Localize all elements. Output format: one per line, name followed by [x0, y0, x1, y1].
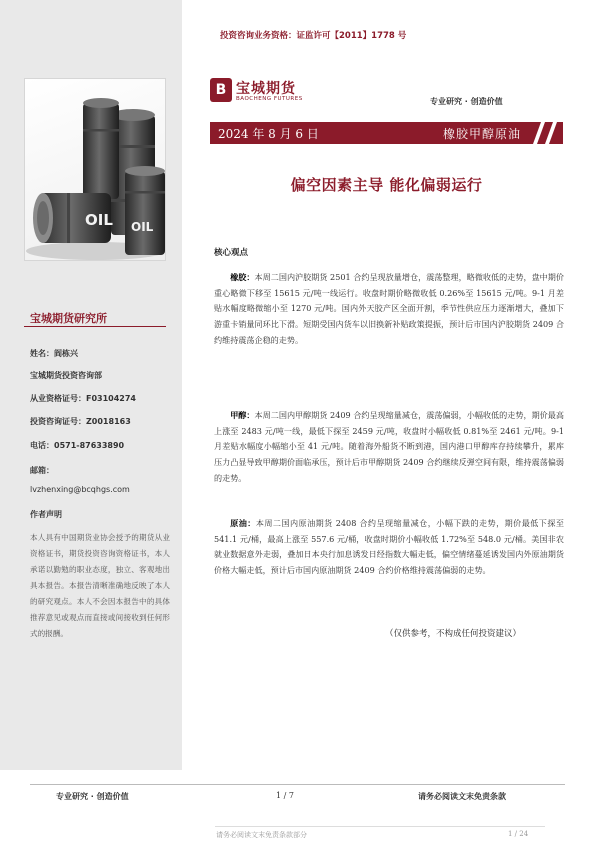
qualification-number: 从业资格证号：F03104274	[30, 394, 136, 403]
paragraph-text: 本周二国内甲醇期货 2409 合约呈现缩量减仓，震荡偏弱，小幅收低的走势，期价最高上涨至 2483 元/吨一线，最低下探至 2459 元/吨，收盘时小幅收低 0.81%至 2461 元/吨。9-1 月差贴水幅度小幅缩小至 41 元/吨。随着海外船货不断到港，国内港口甲醇库存持续攀升，累库压力凸显导致甲醇期价面临承压，预计后市甲醇期货 2409 合约继续反弹空间有限，维持震荡偏弱的走势。	[214, 410, 564, 483]
institute-name: 宝城期货研究所	[30, 312, 107, 325]
email-label: 邮箱：	[30, 466, 54, 475]
reference-note: （仅供参考，不构成任何投资建议）	[385, 629, 522, 639]
email-link[interactable]: lvzhenxing@bcqhgs.com	[30, 485, 130, 494]
paragraph-methanol	[214, 408, 564, 487]
paragraph-lead: 原油：	[230, 518, 256, 528]
logo-chinese: 宝城期货	[236, 81, 296, 97]
paragraph-crude-oil	[214, 516, 564, 579]
analyst-name: 姓名：阎栋兴	[30, 349, 78, 358]
barrel-label-right: OIL	[131, 220, 154, 234]
report-headline: 偏空因素主导 能化偏弱运行	[290, 176, 483, 194]
paragraph-lead: 甲醇：	[230, 410, 255, 420]
logo-english: BAOCHENG FUTURES	[236, 96, 303, 102]
paragraph-text: 本周二国内沪胶期货 2501 合约呈现放量增仓，震荡整理，略微收低的走势，盘中期价重心略微下移至 15615 元/吨一线运行。收盘时期价略微收低 0.26%至 15615 元/吨。9-1 月差贴水幅度略微缩小至 1270 元/吨。国内外天胶产区全面开割，季节性供应压力逐渐增大，叠加下游重卡销量同环比下滑。短期受国内货车以旧换新补贴政策提振，预计后市国内沪胶期货 2409 合约维持震荡企稳的走势。	[214, 272, 564, 345]
author-statement-text: 本人具有中国期货业协会授予的期货从业资格证书，期货投资咨询资格证书，本人承诺以勤勉的职业态度，独立、客观地出具本报告。本报告清晰准确地反映了本人的研究观点。本人不会因本报告中的具体推荐意见或观点而直接或间接收到任何形式的报酬。	[30, 533, 170, 638]
core-view-heading: 核心观点	[214, 248, 249, 258]
paragraph-lead: 橡胶：	[230, 272, 255, 282]
advisory-number: 投资咨询证号：Z0018163	[30, 417, 131, 426]
paragraph-text: 本周二国内原油期货 2408 合约呈现缩量减仓，小幅下跌的走势，期价最低下探至 541.1 元/桶，最高上涨至 557.6 元/桶，收盘时期价小幅收低 1.72%至 548.0 元/桶。美国非农就业数据意外走弱，叠加日本央行加息诱发日经指数大幅走低，偏空情绪蔓延诱发国内外原油期货价格大幅走低，预计后市国内原油期货 2409 合约价格维持震荡偏弱的走势。	[214, 518, 564, 576]
footer-divider	[30, 784, 565, 785]
author-statement-heading: 作者声明	[30, 510, 62, 519]
report-category: 橡胶甲醇原油	[442, 127, 521, 141]
sidebar	[0, 0, 182, 770]
tagline: 专业研究 · 创造价值	[430, 97, 503, 106]
phone: 电话：0571-87633890	[30, 441, 125, 450]
logo-mark-icon: B	[210, 78, 232, 102]
oil-barrels-illustration	[25, 79, 166, 261]
footer-tagline: 专业研究 · 创造价值	[56, 792, 129, 801]
paragraph-rubber	[214, 270, 564, 349]
oil-barrels-image	[24, 78, 166, 261]
stripes-decoration	[523, 122, 563, 144]
company-logo	[210, 78, 315, 108]
barrel-label-front: OIL	[85, 211, 113, 229]
license-line: 投资咨询业务资格：证监许可【2011】1778 号	[220, 31, 407, 41]
title-banner	[210, 122, 563, 144]
sidebar-divider	[24, 326, 166, 327]
page-number: 1 / 7	[276, 791, 294, 800]
sub-footer-notice: 请务必阅读文末免责条款部分	[216, 831, 307, 839]
disclaimer-notice: 请务必阅读文末免责条款	[418, 792, 506, 801]
sub-footer-page: 1 / 24	[508, 830, 529, 838]
sub-footer-divider	[215, 826, 545, 827]
department: 宝城期货投资咨询部	[30, 371, 102, 380]
report-date: 2024 年 8 月 6 日	[218, 127, 319, 141]
